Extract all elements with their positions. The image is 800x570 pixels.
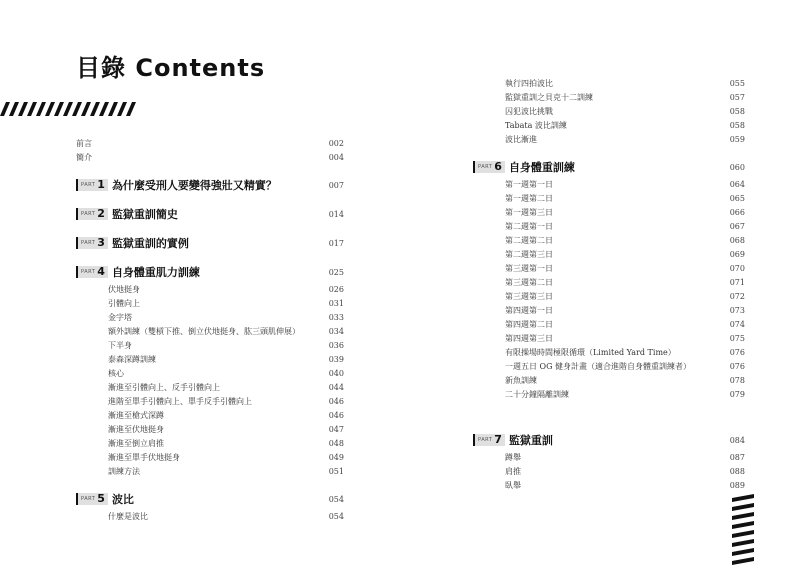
toc-sub-entry[interactable]: [76, 380, 344, 394]
entry-label: 二十分鐘隔離訓練: [505, 389, 569, 399]
toc-sub-entry[interactable]: [473, 331, 745, 345]
part-title: 監獄重訓: [508, 434, 553, 447]
page-number: 040: [328, 368, 344, 378]
toc-part-entry[interactable]: [76, 491, 344, 507]
entry-label: 泰森深蹲訓練: [108, 354, 156, 364]
page-number: 075: [729, 333, 745, 343]
part-heading: [473, 432, 553, 448]
part-heading: [473, 159, 575, 175]
page-number: 004: [328, 152, 344, 162]
toc-sub-entry[interactable]: [473, 359, 745, 373]
part-title: 波比: [111, 493, 134, 506]
page-number: 076: [729, 347, 745, 357]
entry-label: 額外訓練（雙槓下推、倒立伏地挺身、肱三頭肌伸展）: [108, 326, 300, 336]
part-badge-number: 4: [97, 265, 105, 278]
entry-label: 漸進至單手伏地挺身: [108, 452, 180, 462]
toc-sub-entry[interactable]: [473, 345, 745, 359]
page-number: 088: [729, 466, 745, 476]
part-badge-number: 2: [97, 207, 105, 220]
toc-column-right: [473, 76, 745, 492]
page-number: 087: [729, 452, 745, 462]
entry-label: 第三週第三日: [505, 291, 553, 301]
toc-sub-entry[interactable]: [473, 104, 745, 118]
page-number: 046: [328, 396, 344, 406]
toc-sub-entry[interactable]: [473, 303, 745, 317]
toc-part-entry[interactable]: [76, 264, 344, 280]
part-badge: [473, 161, 505, 173]
page-number: 079: [729, 389, 745, 399]
toc-sub-entry[interactable]: [473, 233, 745, 247]
toc-sub-entry[interactable]: [473, 317, 745, 331]
toc-part-entry[interactable]: [76, 177, 344, 193]
part-heading: [76, 177, 277, 193]
entry-label: 訓練方法: [108, 466, 140, 476]
entry-label: 一週五日 OG 健身計畫（適合進階自身體重訓練者）: [505, 361, 692, 371]
entry-label: 臥舉: [505, 480, 521, 490]
toc-entry[interactable]: [76, 136, 344, 150]
entry-label: 肩推: [505, 466, 521, 476]
entry-label: 漸進至槍式深蹲: [108, 410, 164, 420]
page-number: 072: [729, 291, 745, 301]
page-number: 055: [729, 78, 745, 88]
part-badge-word: PART: [81, 269, 96, 275]
page-number: 059: [729, 134, 745, 144]
toc-entry[interactable]: [76, 150, 344, 164]
page-number: 046: [328, 410, 344, 420]
part-badge: [76, 493, 108, 505]
entry-label: 簡介: [76, 152, 92, 162]
toc-sub-entry[interactable]: [473, 450, 745, 464]
entry-label: 監獄重訓之貝克十二訓練: [505, 92, 593, 102]
toc-sub-entry[interactable]: [473, 177, 745, 191]
entry-label: 波比漸進: [505, 134, 537, 144]
entry-label: 第四週第二日: [505, 319, 553, 329]
toc-sub-entry[interactable]: [76, 436, 344, 450]
entry-label: 金字塔: [108, 312, 132, 322]
toc-sub-entry[interactable]: [473, 247, 745, 261]
page-number: 070: [729, 263, 745, 273]
entry-label: 漸進至倒立肩推: [108, 438, 164, 448]
toc-sub-entry[interactable]: [473, 261, 745, 275]
entry-label: 進階至單手引體向上、單手反手引體向上: [108, 396, 252, 406]
toc-sub-entry[interactable]: [473, 373, 745, 387]
page-number: 031: [328, 298, 344, 308]
entry-label: 什麼是波比: [108, 511, 148, 521]
page-number: 058: [729, 120, 745, 130]
toc-sub-entry[interactable]: [473, 118, 745, 132]
part-badge-number: 6: [494, 160, 502, 173]
part-badge: [76, 237, 108, 249]
page-number: 089: [729, 480, 745, 490]
page-number: 068: [729, 235, 745, 245]
toc-sub-entry[interactable]: [473, 275, 745, 289]
entry-label: 第二週第二日: [505, 235, 553, 245]
page-number: 026: [328, 284, 344, 294]
part-heading: [76, 491, 134, 507]
entry-label: 囚犯波比挑戰: [505, 106, 553, 116]
page-number: 025: [328, 267, 344, 277]
toc-column-left: [76, 136, 344, 523]
toc-sub-entry[interactable]: [76, 422, 344, 436]
toc-sub-entry[interactable]: [473, 464, 745, 478]
toc-sub-entry[interactable]: [76, 310, 344, 324]
toc-sub-entry[interactable]: [76, 509, 344, 523]
spacer: [473, 401, 745, 419]
part-badge: [76, 208, 108, 220]
part-badge-word: PART: [81, 240, 96, 246]
toc-sub-entry[interactable]: [473, 387, 745, 401]
entry-label: 漸進至伏地挺身: [108, 424, 164, 434]
part-badge-word: PART: [81, 211, 96, 217]
toc-sub-entry[interactable]: [473, 132, 745, 146]
entry-label: 第一週第二日: [505, 193, 553, 203]
page-number: 048: [328, 438, 344, 448]
page-number: 017: [328, 238, 344, 248]
page-number: 002: [328, 138, 344, 148]
part-badge-number: 1: [97, 178, 105, 191]
entry-label: 第二週第一日: [505, 221, 553, 231]
toc-sub-entry[interactable]: [76, 324, 344, 338]
part-heading: [76, 235, 189, 251]
part-badge-number: 3: [97, 236, 105, 249]
toc-sub-entry[interactable]: [473, 478, 745, 492]
part-badge-number: 5: [97, 492, 105, 505]
page-number: 051: [328, 466, 344, 476]
stripe-decoration: [0, 102, 138, 116]
entry-label: 第四週第一日: [505, 305, 553, 315]
toc-part-entry[interactable]: [76, 206, 344, 222]
page-number: 064: [729, 179, 745, 189]
part-title: 監獄重訓簡史: [111, 208, 178, 221]
page-number: 007: [328, 180, 344, 190]
toc-sub-entry[interactable]: [76, 394, 344, 408]
toc-part-entry[interactable]: [473, 432, 745, 448]
toc-part-entry[interactable]: [473, 159, 745, 175]
entry-label: 漸進至引體向上、反手引體向上: [108, 382, 220, 392]
toc-sub-entry[interactable]: [76, 408, 344, 422]
part-badge-number: 7: [494, 433, 502, 446]
toc-sub-entry[interactable]: [473, 90, 745, 104]
toc-sub-entry[interactable]: [76, 366, 344, 380]
page-number: 074: [729, 319, 745, 329]
part-badge-word: PART: [478, 437, 493, 443]
entry-label: 執行四拍波比: [505, 78, 553, 88]
entry-label: 下半身: [108, 340, 132, 350]
toc-sub-entry[interactable]: [76, 352, 344, 366]
toc-sub-entry[interactable]: [76, 464, 344, 478]
stripe-decoration-vertical: [732, 494, 754, 570]
toc-sub-entry[interactable]: [76, 296, 344, 310]
part-heading: [76, 206, 178, 222]
part-badge-word: PART: [478, 164, 493, 170]
part-heading: [76, 264, 200, 280]
entry-label: 第一週第一日: [505, 179, 553, 189]
entry-label: 新魚訓練: [505, 375, 537, 385]
page-number: 057: [729, 92, 745, 102]
part-title: 自身體重肌力訓練: [111, 266, 200, 279]
page-number: 044: [328, 382, 344, 392]
entry-label: 第三週第一日: [505, 263, 553, 273]
toc-sub-entry[interactable]: [76, 450, 344, 464]
entry-label: 蹲舉: [505, 452, 521, 462]
toc-sub-entry[interactable]: [473, 219, 745, 233]
toc-sub-entry[interactable]: [473, 289, 745, 303]
page-number: 066: [729, 207, 745, 217]
page-number: 049: [328, 452, 344, 462]
entry-label: 有限操場時間極限循環（Limited Yard Time）: [505, 347, 676, 357]
page-number: 065: [729, 193, 745, 203]
page-number: 054: [328, 511, 344, 521]
page-number: 060: [729, 162, 745, 172]
entry-label: 第三週第二日: [505, 277, 553, 287]
entry-label: 前言: [76, 138, 92, 148]
page-number: 084: [729, 435, 745, 445]
page-number: 047: [328, 424, 344, 434]
page-number: 076: [729, 361, 745, 371]
part-title: 自身體重訓練: [508, 161, 575, 174]
entry-label: 伏地挺身: [108, 284, 140, 294]
toc-part-entry[interactable]: [76, 235, 344, 251]
toc-sub-entry[interactable]: [76, 282, 344, 296]
page-number: 067: [729, 221, 745, 231]
toc-sub-entry[interactable]: [473, 76, 745, 90]
page-number: 033: [328, 312, 344, 322]
entry-label: 核心: [108, 368, 124, 378]
page-number: 078: [729, 375, 745, 385]
toc-sub-entry[interactable]: [76, 338, 344, 352]
entry-label: Tabata 波比訓練: [505, 120, 567, 130]
page-number: 014: [328, 209, 344, 219]
part-title: 監獄重訓的實例: [111, 237, 189, 250]
page-number: 039: [328, 354, 344, 364]
page-title: 目錄 Contents: [76, 54, 266, 82]
part-title: 為什麼受刑人要變得強壯又精實？: [111, 179, 277, 192]
entry-label: 第二週第三日: [505, 249, 553, 259]
part-badge-word: PART: [81, 182, 96, 188]
toc-sub-entry[interactable]: [473, 205, 745, 219]
part-badge-word: PART: [81, 496, 96, 502]
page-number: 034: [328, 326, 344, 336]
page-number: 036: [328, 340, 344, 350]
page-number: 054: [328, 494, 344, 504]
page-number: 071: [729, 277, 745, 287]
toc-sub-entry[interactable]: [473, 191, 745, 205]
entry-label: 引體向上: [108, 298, 140, 308]
part-badge: [473, 434, 505, 446]
part-badge: [76, 179, 108, 191]
page-number: 073: [729, 305, 745, 315]
page-number: 069: [729, 249, 745, 259]
entry-label: 第一週第三日: [505, 207, 553, 217]
page-number: 058: [729, 106, 745, 116]
part-badge: [76, 266, 108, 278]
entry-label: 第四週第三日: [505, 333, 553, 343]
